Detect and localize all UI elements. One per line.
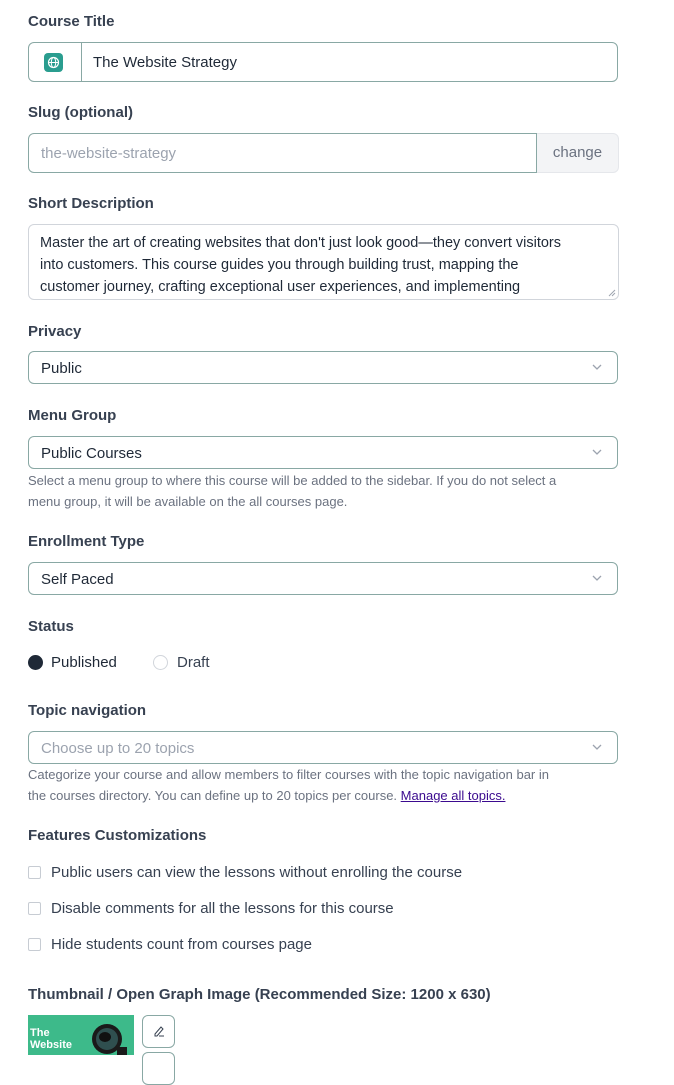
slug-placeholder: the-website-strategy bbox=[41, 145, 177, 162]
enrollment-type-label: Enrollment Type bbox=[28, 533, 145, 550]
remove-thumbnail-button[interactable] bbox=[142, 1052, 175, 1085]
enrollment-type-select[interactable] bbox=[28, 562, 618, 595]
enrollment-type-value: Self Paced bbox=[41, 571, 114, 588]
status-label: Status bbox=[28, 618, 74, 635]
change-slug-button[interactable]: change bbox=[537, 133, 619, 173]
status-published-radio[interactable] bbox=[28, 655, 43, 670]
short-description-label: Short Description bbox=[28, 195, 154, 212]
feature-label-public-view[interactable]: Public users can view the lessons without enrolling the course bbox=[51, 864, 463, 881]
feature-label-hide-students[interactable]: Hide students count from courses page bbox=[51, 936, 312, 953]
chevron-down-icon bbox=[591, 741, 603, 753]
thumbnail-text: The Website bbox=[30, 1027, 72, 1051]
feature-label-disable-comments[interactable]: Disable comments for all the lessons for this course bbox=[51, 900, 394, 917]
status-draft-label[interactable]: Draft bbox=[177, 654, 210, 671]
slug-label: Slug (optional) bbox=[28, 104, 133, 121]
chevron-down-icon bbox=[591, 572, 603, 584]
feature-checkbox-public-view[interactable] bbox=[28, 866, 41, 879]
pencil-icon bbox=[152, 1024, 166, 1038]
short-description-textarea[interactable] bbox=[28, 224, 619, 300]
thumbnail-label: Thumbnail / Open Graph Image (Recommended Size: 1200 x 630) bbox=[28, 986, 491, 1003]
privacy-label: Privacy bbox=[28, 323, 82, 340]
resize-handle-icon[interactable] bbox=[608, 289, 616, 297]
course-title-label: Course Title bbox=[28, 13, 115, 30]
slug-input[interactable] bbox=[28, 133, 537, 173]
globe-icon bbox=[44, 53, 63, 72]
chevron-down-icon bbox=[591, 361, 603, 373]
menu-group-select[interactable] bbox=[28, 436, 618, 469]
thumbnail-image bbox=[28, 1015, 134, 1055]
feature-checkbox-hide-students[interactable] bbox=[28, 938, 41, 951]
topic-navigation-help: Categorize your course and allow members to filter courses with the topic navigation bar in the courses directory. You can define up to 20 topics per course. Manage all topics. bbox=[28, 767, 549, 803]
short-description-text: Master the art of creating websites that don't just look good—they convert visitors into customers. This course guides you through building trust, mapping the customer journey, crafting exceptional user experiences, and implementing bbox=[40, 235, 561, 295]
feature-checkbox-disable-comments[interactable] bbox=[28, 902, 41, 915]
status-draft-radio[interactable] bbox=[153, 655, 168, 670]
menu-group-help: Select a menu group to where this course will be added to the sidebar. If you do not select a menu group, it will be available on the all courses page. bbox=[28, 473, 557, 509]
privacy-select[interactable] bbox=[28, 351, 618, 384]
manage-topics-link[interactable]: Manage all topics. bbox=[400, 788, 506, 803]
globe-icon-box bbox=[29, 43, 82, 81]
course-title-field bbox=[28, 42, 618, 82]
topic-navigation-label: Topic navigation bbox=[28, 702, 147, 719]
menu-group-label: Menu Group bbox=[28, 407, 117, 424]
course-title-input[interactable] bbox=[89, 43, 617, 81]
features-label: Features Customizations bbox=[28, 827, 207, 844]
menu-group-value: Public Courses bbox=[41, 445, 142, 462]
astronaut-icon bbox=[83, 1019, 133, 1055]
status-published-label[interactable]: Published bbox=[51, 654, 117, 671]
edit-thumbnail-button[interactable] bbox=[142, 1015, 175, 1048]
topic-navigation-select[interactable] bbox=[28, 731, 618, 764]
chevron-down-icon bbox=[591, 446, 603, 458]
privacy-value: Public bbox=[41, 360, 82, 377]
topic-navigation-placeholder: Choose up to 20 topics bbox=[41, 740, 195, 757]
